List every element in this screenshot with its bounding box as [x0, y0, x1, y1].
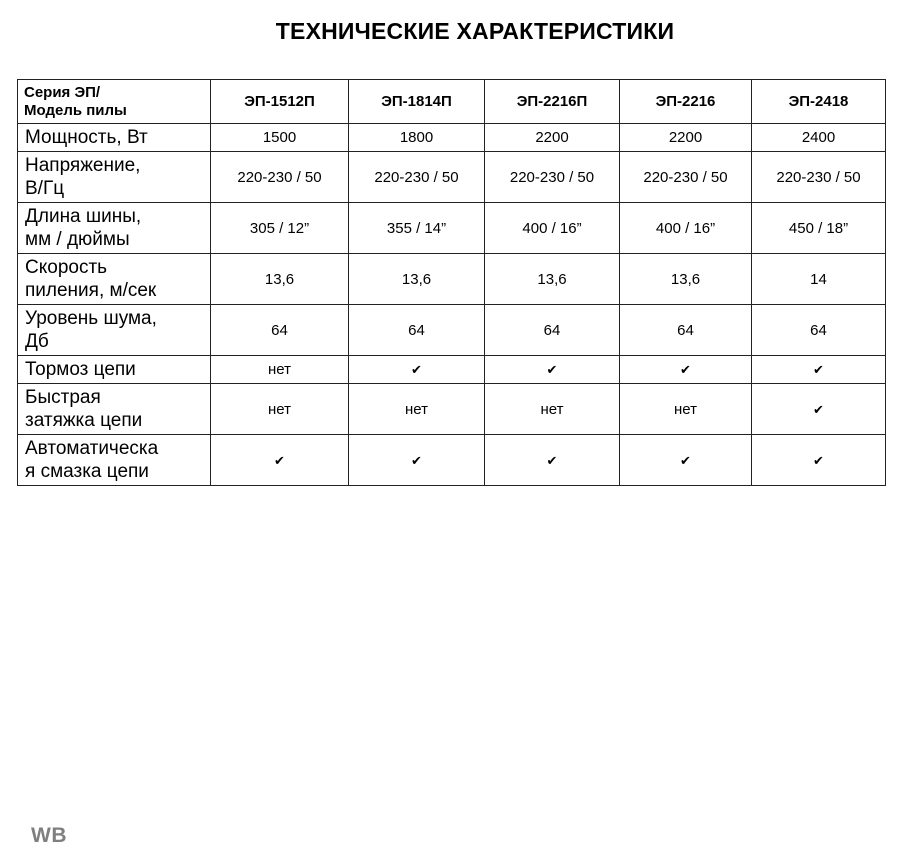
page-title: ТЕХНИЧЕСКИЕ ХАРАКТЕРИСТИКИ [275, 18, 675, 44]
table-cell: 220-230 / 50 [211, 152, 349, 203]
table-cell: 64 [752, 305, 886, 356]
table-row [18, 254, 886, 305]
row-label [18, 203, 211, 254]
table-cell: 64 [349, 305, 485, 356]
table-row [18, 305, 886, 356]
checkmark-icon: ✔ [680, 363, 691, 378]
table-cell: нет [349, 384, 485, 435]
series-model-header [18, 80, 211, 124]
table-cell: 220-230 / 50 [752, 152, 886, 203]
model-header: ЭП-1512П [211, 80, 349, 124]
table-cell [620, 356, 752, 384]
table-cell: 305 / 12” [211, 203, 349, 254]
table-cell: 400 / 16” [620, 203, 752, 254]
row-label [18, 124, 211, 152]
table-cell [485, 356, 620, 384]
row-label-line: я смазка цепи [25, 461, 149, 482]
checkmark-icon: ✔ [274, 453, 285, 469]
table-cell: 14 [752, 254, 886, 305]
row-label-line: В/Гц [25, 178, 65, 199]
wb-watermark: WB [31, 824, 67, 847]
row-label-line: мм / дюймы [25, 229, 130, 250]
table-cell [485, 435, 620, 486]
table-row [18, 203, 886, 254]
checkmark-icon: ✔ [813, 363, 824, 378]
row-label-line: Длина шины, [25, 206, 142, 227]
row-label [18, 305, 211, 356]
table-cell: 64 [620, 305, 752, 356]
table-cell: 2200 [620, 124, 752, 152]
table-cell [752, 384, 886, 435]
row-label [18, 384, 211, 435]
table-cell: 400 / 16” [485, 203, 620, 254]
checkmark-icon: ✔ [411, 453, 422, 469]
row-label-line: Скорость [25, 257, 108, 278]
row-label-line: Уровень шума, [25, 308, 157, 329]
table-header-row [18, 80, 886, 124]
row-label-line: Автоматическа [25, 438, 159, 459]
checkmark-icon: ✔ [680, 453, 691, 469]
table-cell: 64 [211, 305, 349, 356]
table-row [18, 124, 886, 152]
table-cell: 13,6 [620, 254, 752, 305]
row-label-line: Дб [25, 331, 49, 352]
row-label [18, 435, 211, 486]
row-label-line: пиления, м/сек [25, 280, 157, 301]
table-cell: 2200 [485, 124, 620, 152]
table-cell: нет [620, 384, 752, 435]
table-cell: 2400 [752, 124, 886, 152]
table-cell: 220-230 / 50 [620, 152, 752, 203]
table-cell: 13,6 [349, 254, 485, 305]
series-header-label: Серия ЭП/ [24, 83, 101, 101]
table-cell [752, 356, 886, 384]
table-cell: 64 [485, 305, 620, 356]
table-cell: 355 / 14” [349, 203, 485, 254]
row-label-line: затяжка цепи [25, 410, 143, 431]
row-label-line: Напряжение, [25, 155, 141, 176]
checkmark-icon: ✔ [813, 402, 824, 418]
model-header: ЭП-1814П [349, 80, 485, 124]
table-row [18, 152, 886, 203]
table-cell: нет [485, 384, 620, 435]
table-cell: 13,6 [485, 254, 620, 305]
table-cell: нет [211, 384, 349, 435]
row-label-line: Тормоз цепи [25, 359, 136, 380]
model-header: ЭП-2216П [485, 80, 620, 124]
row-label [18, 254, 211, 305]
table-cell: 450 / 18” [752, 203, 886, 254]
table-cell: 1800 [349, 124, 485, 152]
table-cell [349, 435, 485, 486]
checkmark-icon: ✔ [546, 453, 558, 469]
checkmark-icon: ✔ [411, 363, 422, 378]
table-cell [349, 356, 485, 384]
specs-table [17, 79, 886, 486]
checkmark-icon: ✔ [546, 363, 558, 378]
table-row [18, 384, 886, 435]
table-row [18, 356, 886, 384]
table-cell: 220-230 / 50 [349, 152, 485, 203]
model-header: ЭП-2216 [620, 80, 752, 124]
row-label-line: Быстрая [25, 387, 101, 408]
table-cell: 1500 [211, 124, 349, 152]
row-label-line: Мощность, Вт [25, 127, 148, 148]
row-label [18, 356, 211, 384]
table-cell [752, 435, 886, 486]
specs-table-body [18, 124, 886, 486]
table-cell: 220-230 / 50 [485, 152, 620, 203]
model-header-label: Модель пилы [24, 101, 127, 119]
table-cell [211, 435, 349, 486]
table-row [18, 435, 886, 486]
checkmark-icon: ✔ [813, 453, 824, 469]
table-cell [620, 435, 752, 486]
table-cell: 13,6 [211, 254, 349, 305]
model-header: ЭП-2418 [752, 80, 886, 124]
row-label [18, 152, 211, 203]
table-cell: нет [211, 356, 349, 384]
